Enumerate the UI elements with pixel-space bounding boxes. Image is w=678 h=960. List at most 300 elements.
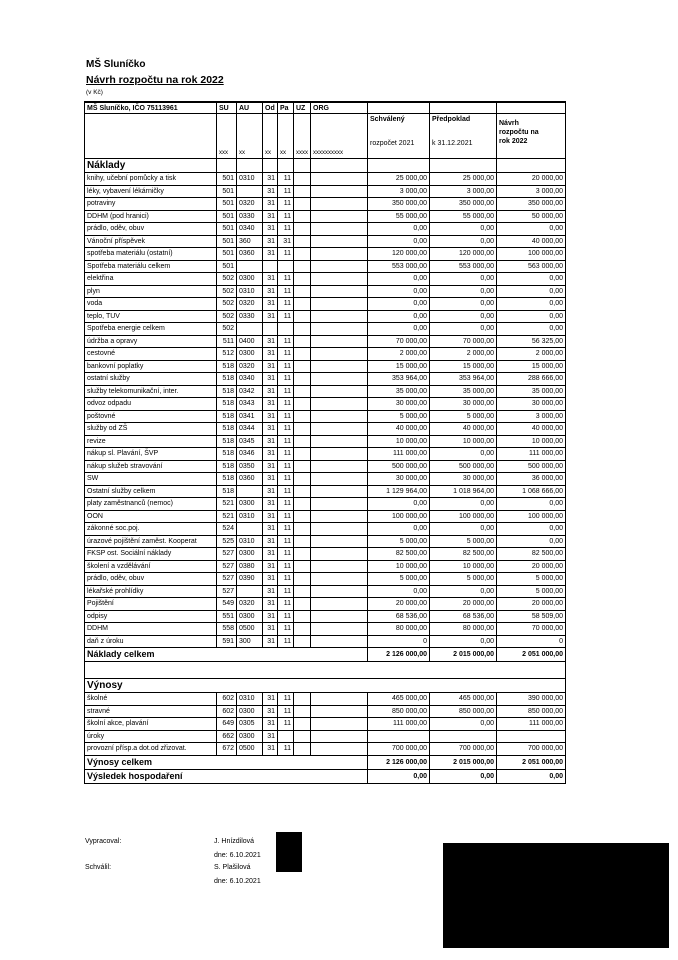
blank-cell	[294, 159, 311, 173]
cell-su: 524	[217, 523, 237, 536]
cell-pa	[278, 323, 294, 336]
cell-proposal-2022: 563 000,00	[497, 260, 566, 273]
prepared-by-label: Vypracoval:	[85, 838, 122, 845]
cell-forecast-2021: 0,00	[430, 585, 497, 598]
row-label: školení a vzdělávání	[85, 560, 217, 573]
cell-forecast-2021: 5 000,00	[430, 573, 497, 586]
cell-org	[311, 498, 368, 511]
code-su: xxx	[217, 114, 237, 159]
cell-proposal-2022: 111 000,00	[497, 448, 566, 461]
cell-forecast-2021: 0,00	[430, 235, 497, 248]
table-row	[85, 635, 566, 648]
cell-uz	[294, 385, 311, 398]
cell-au: 0343	[237, 398, 263, 411]
row-label: provozní přísp.a dot.od zřizovat.	[85, 743, 217, 756]
cell-forecast-2021: 353 964,00	[430, 373, 497, 386]
cell-proposal-2022: 20 000,00	[497, 598, 566, 611]
cell-approved-2021	[368, 730, 430, 743]
cell-au	[237, 323, 263, 336]
cell-org	[311, 473, 368, 486]
table-row	[85, 373, 566, 386]
cell-uz	[294, 585, 311, 598]
cell-uz	[294, 448, 311, 461]
col-header-org-code: ORG	[311, 102, 368, 114]
col-header-uz: UZ	[294, 102, 311, 114]
cell-au: 0340	[237, 373, 263, 386]
cell-pa: 11	[278, 185, 294, 198]
column-header-row	[85, 102, 566, 114]
cell-org	[311, 585, 368, 598]
cell-su: 511	[217, 335, 237, 348]
cell-od: 31	[263, 235, 278, 248]
cell-su: 591	[217, 635, 237, 648]
table-row	[85, 730, 566, 743]
section-title: Výnosy	[85, 679, 566, 693]
cell-od: 31	[263, 585, 278, 598]
cell-od: 31	[263, 598, 278, 611]
cell-approved-2021: 353 964,00	[368, 373, 430, 386]
cell-od: 31	[263, 210, 278, 223]
cell-proposal-2022: 111 000,00	[497, 718, 566, 731]
cell-proposal-2022: 20 000,00	[497, 560, 566, 573]
cell-su: 518	[217, 360, 237, 373]
cell-approved-2021: 1 129 964,00	[368, 485, 430, 498]
cell-pa: 11	[278, 460, 294, 473]
table-row	[85, 298, 566, 311]
cell-od: 31	[263, 560, 278, 573]
approved-by-label: Schválil:	[85, 864, 112, 871]
header-line: rok 2022	[499, 138, 528, 145]
row-label: prádlo, oděv, obuv	[85, 573, 217, 586]
cell-au: 0310	[237, 173, 263, 186]
cell-od: 31	[263, 173, 278, 186]
cell-proposal-2022: 82 500,00	[497, 548, 566, 561]
cell-od: 31	[263, 473, 278, 486]
header-line: Schválený	[370, 116, 405, 123]
col-header-spacer	[430, 102, 497, 114]
row-label: údržba a opravy	[85, 335, 217, 348]
cell-au: 0500	[237, 623, 263, 636]
cell-au	[237, 185, 263, 198]
header-line: rozpočtu na	[499, 129, 539, 136]
cell-uz	[294, 473, 311, 486]
section-header-naklady	[85, 159, 566, 173]
cell-pa: 11	[278, 173, 294, 186]
cell-od: 31	[263, 718, 278, 731]
row-label: OON	[85, 510, 217, 523]
cell-org	[311, 573, 368, 586]
cell-od	[263, 323, 278, 336]
cell-org	[311, 348, 368, 361]
cell-approved-2021: 111 000,00	[368, 718, 430, 731]
cell-approved-2021: 10 000,00	[368, 560, 430, 573]
cell-proposal-2022: 3 000,00	[497, 185, 566, 198]
row-label: lékařské prohlídky	[85, 585, 217, 598]
cell-pa: 11	[278, 535, 294, 548]
row-label: DDHM	[85, 623, 217, 636]
cell-org	[311, 560, 368, 573]
cell-uz	[294, 323, 311, 336]
cell-org	[311, 210, 368, 223]
table-row	[85, 473, 566, 486]
row-label: revize	[85, 435, 217, 448]
cell-uz	[294, 635, 311, 648]
cell-proposal-2022: 5 000,00	[497, 573, 566, 586]
row-label: teplo, TUV	[85, 310, 217, 323]
header-forecast-2021	[430, 114, 497, 159]
cell-au: 0380	[237, 560, 263, 573]
cell-approved-2021: 0,00	[368, 585, 430, 598]
total-proposal-2022: 2 051 000,00	[497, 755, 566, 769]
cell-approved-2021: 40 000,00	[368, 423, 430, 436]
table-row	[85, 423, 566, 436]
cell-au: 0320	[237, 298, 263, 311]
cell-au: 0320	[237, 598, 263, 611]
cell-od: 31	[263, 348, 278, 361]
cell-su: 672	[217, 743, 237, 756]
table-row	[85, 718, 566, 731]
row-label: Ostatní služby celkem	[85, 485, 217, 498]
row-label: knihy, učební pomůcky a tisk	[85, 173, 217, 186]
approved-by-date: dne: 6.10.2021	[214, 878, 261, 885]
cell-uz	[294, 348, 311, 361]
cell-su: 602	[217, 705, 237, 718]
cell-proposal-2022: 15 000,00	[497, 360, 566, 373]
cell-au: 0342	[237, 385, 263, 398]
cell-proposal-2022: 0,00	[497, 535, 566, 548]
cell-uz	[294, 185, 311, 198]
cell-org	[311, 285, 368, 298]
cell-proposal-2022: 0,00	[497, 523, 566, 536]
cell-proposal-2022: 0,00	[497, 310, 566, 323]
header-line: Návrh	[499, 120, 519, 127]
cell-proposal-2022: 0,00	[497, 223, 566, 236]
cell-proposal-2022: 288 666,00	[497, 373, 566, 386]
cell-au: 0320	[237, 360, 263, 373]
cell-au: 0344	[237, 423, 263, 436]
cell-su: 501	[217, 198, 237, 211]
blank-cell	[430, 159, 497, 173]
cell-approved-2021: 2 000,00	[368, 348, 430, 361]
cell-uz	[294, 310, 311, 323]
cell-proposal-2022: 36 000,00	[497, 473, 566, 486]
cell-forecast-2021: 80 000,00	[430, 623, 497, 636]
cell-su: 518	[217, 410, 237, 423]
cell-su: 501	[217, 248, 237, 261]
cell-org	[311, 435, 368, 448]
cell-uz	[294, 718, 311, 731]
cell-su: 518	[217, 448, 237, 461]
cell-approved-2021: 0,00	[368, 223, 430, 236]
table-row	[85, 198, 566, 211]
cell-su: 501	[217, 223, 237, 236]
cell-uz	[294, 360, 311, 373]
cell-pa: 11	[278, 598, 294, 611]
cell-proposal-2022: 700 000,00	[497, 743, 566, 756]
column-subheader-row	[85, 114, 566, 159]
cell-su: 518	[217, 423, 237, 436]
table-row	[85, 173, 566, 186]
cell-uz	[294, 173, 311, 186]
total-approved-2021: 2 126 000,00	[368, 648, 430, 662]
cell-su: 518	[217, 398, 237, 411]
cell-au: 0300	[237, 348, 263, 361]
table-row	[85, 335, 566, 348]
cell-pa: 11	[278, 573, 294, 586]
cell-su: 502	[217, 298, 237, 311]
code-pa: xx	[278, 114, 294, 159]
cell-forecast-2021: 0,00	[430, 448, 497, 461]
cell-org	[311, 373, 368, 386]
redaction-box-stamp	[443, 843, 669, 948]
cell-au: 0305	[237, 718, 263, 731]
cell-uz	[294, 210, 311, 223]
cell-od: 31	[263, 185, 278, 198]
cell-od: 31	[263, 410, 278, 423]
blank-cell	[311, 159, 368, 173]
blank-cell	[497, 159, 566, 173]
cell-forecast-2021: 350 000,00	[430, 198, 497, 211]
cell-forecast-2021: 0,00	[430, 323, 497, 336]
document-title: MŠ Sluníčko	[86, 59, 146, 70]
cell-approved-2021: 0	[368, 635, 430, 648]
row-label: poštovné	[85, 410, 217, 423]
cell-au: 0330	[237, 210, 263, 223]
cell-au: 0360	[237, 473, 263, 486]
cell-pa: 11	[278, 498, 294, 511]
cell-forecast-2021: 70 000,00	[430, 335, 497, 348]
cell-forecast-2021: 30 000,00	[430, 473, 497, 486]
cell-forecast-2021: 2 000,00	[430, 348, 497, 361]
cell-au: 360	[237, 235, 263, 248]
code-org: xxxxxxxxxx	[311, 114, 368, 159]
cell-au	[237, 585, 263, 598]
cell-od: 31	[263, 635, 278, 648]
table-row	[85, 560, 566, 573]
cell-forecast-2021: 553 000,00	[430, 260, 497, 273]
cell-pa: 11	[278, 273, 294, 286]
cell-forecast-2021: 0,00	[430, 223, 497, 236]
cell-su: 518	[217, 435, 237, 448]
cell-su: 527	[217, 548, 237, 561]
code-od: xx	[263, 114, 278, 159]
cell-org	[311, 423, 368, 436]
table-row	[85, 585, 566, 598]
cell-proposal-2022: 3 000,00	[497, 410, 566, 423]
table-row	[85, 743, 566, 756]
cell-approved-2021: 0,00	[368, 235, 430, 248]
total-forecast-2021: 0,00	[430, 769, 497, 783]
header-line: k 31.12.2021	[432, 140, 473, 147]
cell-od: 31	[263, 610, 278, 623]
row-label: nákup služeb stravování	[85, 460, 217, 473]
col-header-spacer	[497, 102, 566, 114]
cell-pa: 11	[278, 198, 294, 211]
cell-od	[263, 260, 278, 273]
cell-au: 0300	[237, 498, 263, 511]
cell-od: 31	[263, 310, 278, 323]
prepared-by-name: J. Hnízdilová	[214, 838, 255, 845]
cell-forecast-2021: 55 000,00	[430, 210, 497, 223]
row-label: Vánoční příspěvek	[85, 235, 217, 248]
table-row	[85, 348, 566, 361]
cell-approved-2021: 55 000,00	[368, 210, 430, 223]
cell-uz	[294, 548, 311, 561]
row-label: zákonné soc.poj.	[85, 523, 217, 536]
blank-cell	[217, 159, 237, 173]
cell-approved-2021: 350 000,00	[368, 198, 430, 211]
cell-org	[311, 173, 368, 186]
table-row	[85, 248, 566, 261]
cell-od: 31	[263, 623, 278, 636]
cell-org	[311, 610, 368, 623]
cell-od: 31	[263, 448, 278, 461]
row-label: úrazové pojištění zaměst. Kooperat	[85, 535, 217, 548]
result-row	[85, 769, 566, 783]
col-header-spacer	[368, 102, 430, 114]
cell-pa: 11	[278, 585, 294, 598]
cell-uz	[294, 523, 311, 536]
row-label: potraviny	[85, 198, 217, 211]
cell-approved-2021: 35 000,00	[368, 385, 430, 398]
total-proposal-2022: 0,00	[497, 769, 566, 783]
row-label: DDHM (pod hranici)	[85, 210, 217, 223]
cell-su: 649	[217, 718, 237, 731]
cell-proposal-2022: 500 000,00	[497, 460, 566, 473]
blank-cell	[237, 159, 263, 173]
cell-org	[311, 485, 368, 498]
cell-approved-2021: 0,00	[368, 498, 430, 511]
cell-od: 31	[263, 460, 278, 473]
cell-uz	[294, 610, 311, 623]
cell-proposal-2022: 0	[497, 635, 566, 648]
blank-cell	[263, 159, 278, 173]
cell-proposal-2022: 390 000,00	[497, 693, 566, 706]
cell-au: 0310	[237, 510, 263, 523]
cell-proposal-2022: 56 325,00	[497, 335, 566, 348]
row-label: voda	[85, 298, 217, 311]
cell-su: 518	[217, 460, 237, 473]
table-row	[85, 323, 566, 336]
cell-proposal-2022: 100 000,00	[497, 248, 566, 261]
cell-uz	[294, 560, 311, 573]
cell-org	[311, 705, 368, 718]
cell-forecast-2021: 1 018 964,00	[430, 485, 497, 498]
cell-org	[311, 298, 368, 311]
cell-su: 512	[217, 348, 237, 361]
cell-pa: 11	[278, 548, 294, 561]
cell-au: 300	[237, 635, 263, 648]
section-header-vynosy	[85, 679, 566, 693]
cell-proposal-2022: 1 068 666,00	[497, 485, 566, 498]
cell-su: 527	[217, 560, 237, 573]
cell-forecast-2021: 0,00	[430, 635, 497, 648]
cell-su: 551	[217, 610, 237, 623]
cell-pa: 11	[278, 373, 294, 386]
cell-org	[311, 598, 368, 611]
row-label: bankovní poplatky	[85, 360, 217, 373]
cell-org	[311, 693, 368, 706]
cell-forecast-2021: 0,00	[430, 310, 497, 323]
cell-proposal-2022: 0,00	[497, 285, 566, 298]
cell-proposal-2022: 70 000,00	[497, 623, 566, 636]
table-row	[85, 523, 566, 536]
cell-org	[311, 448, 368, 461]
cell-au: 0300	[237, 705, 263, 718]
cell-approved-2021: 5 000,00	[368, 535, 430, 548]
cell-approved-2021: 68 536,00	[368, 610, 430, 623]
table-row	[85, 485, 566, 498]
cell-approved-2021: 700 000,00	[368, 743, 430, 756]
cell-uz	[294, 248, 311, 261]
cell-su: 602	[217, 693, 237, 706]
table-row	[85, 223, 566, 236]
blank-cell	[85, 662, 566, 679]
cell-pa: 11	[278, 360, 294, 373]
table-row	[85, 573, 566, 586]
table-row	[85, 235, 566, 248]
cell-uz	[294, 423, 311, 436]
cell-pa: 11	[278, 473, 294, 486]
cell-uz	[294, 535, 311, 548]
cell-pa: 11	[278, 385, 294, 398]
cell-au: 0500	[237, 743, 263, 756]
cell-org	[311, 235, 368, 248]
cell-pa: 11	[278, 348, 294, 361]
cell-approved-2021: 0,00	[368, 523, 430, 536]
total-forecast-2021: 2 015 000,00	[430, 648, 497, 662]
table-row	[85, 460, 566, 473]
cell-uz	[294, 410, 311, 423]
cell-su: 525	[217, 535, 237, 548]
total-label: Výsledek hospodaření	[85, 769, 368, 783]
approved-by-name: S. Plašilová	[214, 864, 251, 871]
cell-au: 0300	[237, 730, 263, 743]
cell-pa: 11	[278, 635, 294, 648]
cell-au: 0400	[237, 335, 263, 348]
cell-pa: 11	[278, 448, 294, 461]
cell-proposal-2022: 0,00	[497, 273, 566, 286]
table-row	[85, 548, 566, 561]
cell-approved-2021: 500 000,00	[368, 460, 430, 473]
cell-od: 31	[263, 498, 278, 511]
header-approved-2021	[368, 114, 430, 159]
cell-forecast-2021: 5 000,00	[430, 410, 497, 423]
header-line: Předpoklad	[432, 116, 471, 123]
cell-proposal-2022: 30 000,00	[497, 398, 566, 411]
cell-au	[237, 485, 263, 498]
cell-od: 31	[263, 285, 278, 298]
cell-approved-2021: 20 000,00	[368, 598, 430, 611]
cell-org	[311, 730, 368, 743]
cell-approved-2021: 0,00	[368, 298, 430, 311]
cell-pa: 11	[278, 485, 294, 498]
cell-su: 502	[217, 310, 237, 323]
cell-uz	[294, 223, 311, 236]
cell-su: 518	[217, 373, 237, 386]
cell-uz	[294, 260, 311, 273]
cell-od: 31	[263, 693, 278, 706]
cell-approved-2021: 80 000,00	[368, 623, 430, 636]
naklady-total-row	[85, 648, 566, 662]
cell-su: 527	[217, 573, 237, 586]
cell-pa: 11	[278, 285, 294, 298]
cell-org	[311, 323, 368, 336]
cell-uz	[294, 398, 311, 411]
prepared-by-date: dne: 6.10.2021	[214, 852, 261, 859]
cell-au: 0341	[237, 410, 263, 423]
cell-forecast-2021	[430, 730, 497, 743]
